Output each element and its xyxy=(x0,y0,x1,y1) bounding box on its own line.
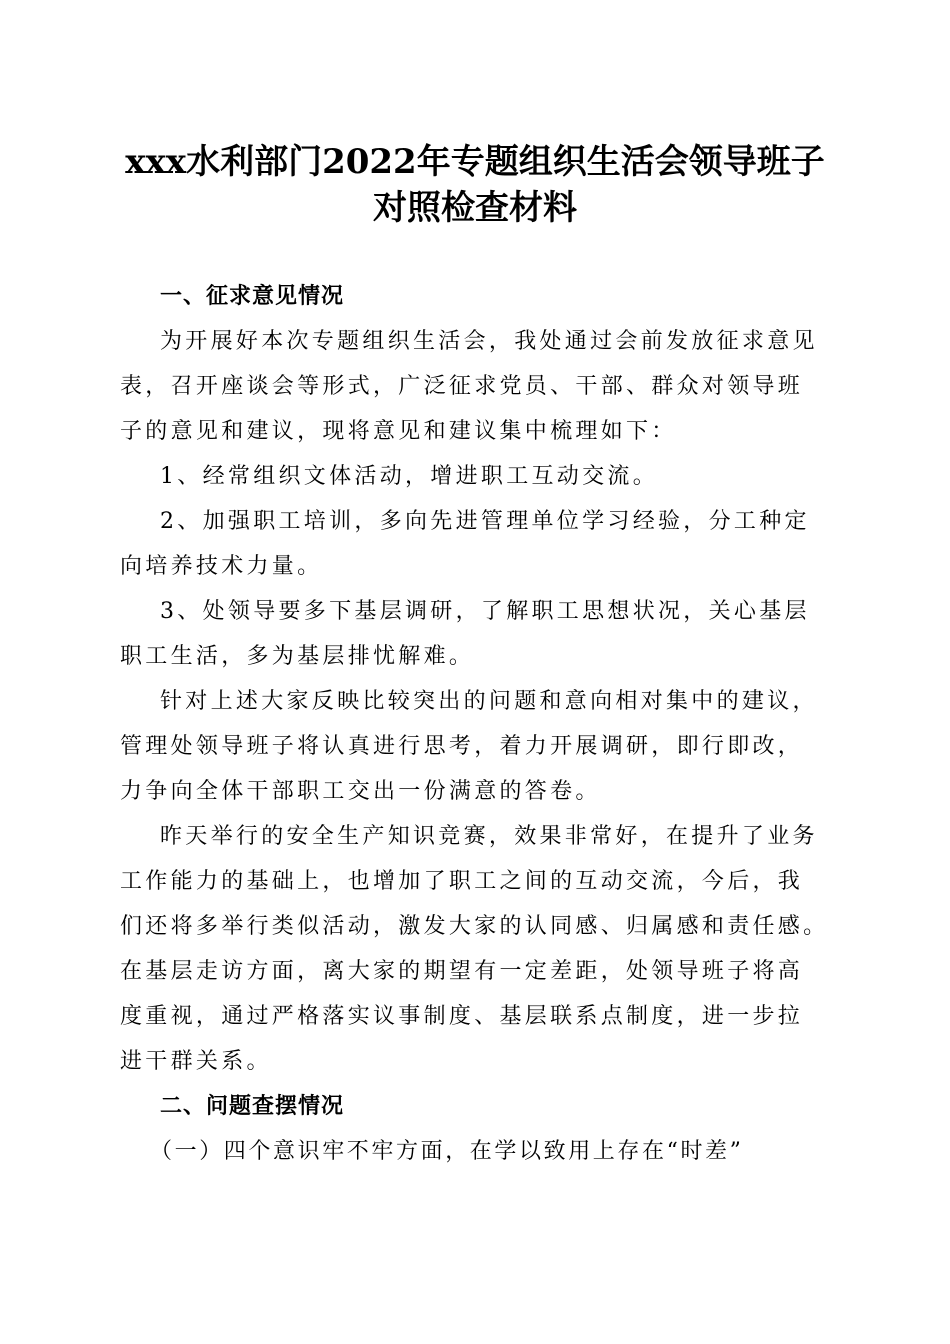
document-title-line-2: 对照检查材料 xyxy=(373,188,577,228)
list-item-3-line-2: 职工生活，多为基层排忧解难。 xyxy=(120,644,475,669)
list-item-1: 1、经常组织文体活动，增进职工互动交流。 xyxy=(160,464,658,489)
section-heading-1: 一、征求意见情况 xyxy=(160,284,345,309)
paragraph-3-line-1: 昨天举行的安全生产知识竞赛，效果非常好，在提升了业务 xyxy=(160,824,818,849)
paragraph-2-line-1: 针对上述大家反映比较突出的问题和意向相对集中的建议， xyxy=(160,689,818,714)
paragraph-2-line-2: 管理处领导班子将认真进行思考，着力开展调研，即行即改， xyxy=(120,734,804,759)
subsection-heading-1: （一）四个意识牢不牢方面，在学以致用上存在“时差” xyxy=(150,1139,744,1164)
list-item-3-line-1: 3、处领导要多下基层调研，了解职工思想状况，关心基层 xyxy=(160,599,810,624)
paragraph-3-line-2: 工作能力的基础上，也增加了职工之间的互动交流，今后，我 xyxy=(120,869,804,894)
paragraph-3-line-3: 们还将多举行类似活动，激发大家的认同感、归属感和责任感。 xyxy=(120,914,829,939)
paragraph-3-line-5: 度重视，通过严格落实议事制度、基层联系点制度，进一步拉 xyxy=(120,1004,804,1029)
paragraph-1-line-2: 表，召开座谈会等形式，广泛征求党员、干部、群众对领导班 xyxy=(120,374,804,399)
section-heading-2: 二、问题查摆情况 xyxy=(160,1094,345,1119)
list-item-2-line-2: 向培养技术力量。 xyxy=(120,554,323,579)
paragraph-1-line-3: 子的意见和建议，现将意见和建议集中梳理如下： xyxy=(120,419,677,444)
list-item-2-line-1: 2、加强职工培训，多向先进管理单位学习经验，分工种定 xyxy=(160,509,810,534)
paragraph-2-line-3: 力争向全体干部职工交出一份满意的答卷。 xyxy=(120,779,601,804)
paragraph-1-line-1: 为开展好本次专题组织生活会，我处通过会前发放征求意见 xyxy=(160,329,818,354)
paragraph-3-line-4: 在基层走访方面，离大家的期望有一定差距，处领导班子将高 xyxy=(120,959,804,984)
document-title-line-1: xxx水利部门2022年专题组织生活会领导班子 xyxy=(125,142,825,182)
paragraph-3-line-6: 进干群关系。 xyxy=(120,1049,272,1074)
